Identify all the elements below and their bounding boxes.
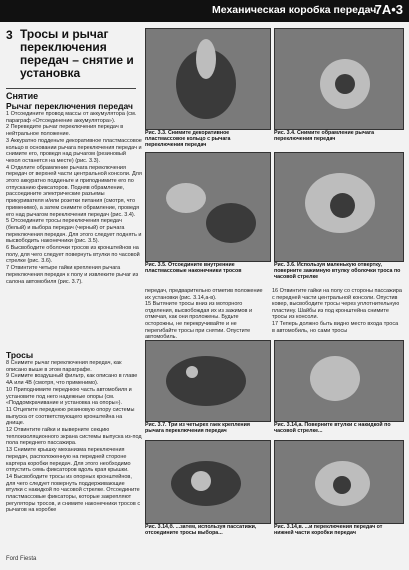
step-4: 4 Отделите обрамление рычага переключения передач от верхней части центральной консоли. Для этого аккуратно подденьте и приподнимите его по отпусканию фиксаторов. Подняв обрамление, рассоедините электрические разъемы прикуривателя и/или розетки питания (смотря, что применимо), а затем снимите обрамление, проведя его над рычагом переключения передач (рис. 3.4). xyxy=(6,164,142,218)
caption-3-14a: Рис. 3.14,а. Поверните втулки с накидкой по часовой стрелке... xyxy=(274,422,391,435)
removal-heading: Снятие xyxy=(6,91,39,101)
step-13: 13 Снимите крышку механизма переключения передач, расположенную на передней стороне картера коробки передач. Для этого необходимо отпустить семь фиксаторов вдоль края крышки. xyxy=(6,447,131,474)
caption-3-4: Рис. 3.4. Снимите обрамление рычага переключения передач xyxy=(274,130,375,143)
photo-3-6 xyxy=(274,152,404,262)
photo-3-4 xyxy=(274,28,404,130)
lever-heading: Рычаг переключения передач xyxy=(6,101,133,111)
caption-3-7: Рис. 3.7. Три из четырех гаек крепления рычага переключения передач xyxy=(145,422,250,435)
lever-steps xyxy=(6,111,142,285)
photo-3-14c xyxy=(274,440,404,524)
caption-3-14b: Рис. 3.14,б. ...затем, используя пассатижи, отсоедините тросы выбора... xyxy=(145,524,257,537)
photo-3-3 xyxy=(145,28,271,130)
step-5: 5 Отсоедините тросы переключения передач (белый) и выбора передач (черный) от рычага переключения передач. Для этого следует поднять и высвободить наконечники (рис. 3.5). xyxy=(6,218,142,245)
photo-3-5 xyxy=(145,152,271,262)
step-6: 6 Высвободите оболочки тросов из кронштейнов на полу, для чего следует повернуть втулки по часовой стрелке (рис. 3.6). xyxy=(6,245,140,265)
footer: Ford Fiesta xyxy=(6,556,37,562)
photo-3-14a xyxy=(274,340,404,422)
step-12: 12 Отвинтите гайки и выверните секцию теплоизоляционного экрана системы выпуска из-под пола переднего пассажира. xyxy=(6,427,142,447)
step-10: 10 Приподнимите переднюю часть автомобиля и установите под него надежные опоры (см. «Поддомкрачивание и установка на опоры»). xyxy=(6,386,132,407)
step-2: 2 Переведите рычаг переключения передач в нейтральное положение. xyxy=(6,124,124,138)
divider xyxy=(6,88,136,89)
caption-3-5: Рис. 3.5. Отсоедините внутренние пластмассовые наконечники тросов xyxy=(145,262,242,275)
caption-3-14c: Рис. 3.14,в. ...и переключения передач от нижней части коробки передач xyxy=(274,524,383,537)
page-number: 7А•3 xyxy=(374,2,403,17)
step-8: 8 Снимите рычаг переключения передач, как описано выше в этом параграфе. xyxy=(6,360,122,373)
section-title: Тросы и рычаг переключения передач – снятие и установка xyxy=(20,27,134,80)
text-continued: передач, предварительно отметив положение их установки (рис. 3.14,а-в). 15 Вытяните тросы вниз из моторного отделения, высвобождая их из зажимов и отмечая, как они проложены. Будьте осторожны, не перекручивайте и не перегибайте тросы при снятии. Опустите автомобиль. xyxy=(145,288,263,341)
cables-heading: Тросы xyxy=(6,350,34,360)
caption-3-6: Рис. 3.6. Используя маленькую отвертку, поверните зажимную втулку оболочки троса по часовой стрелке xyxy=(274,262,401,281)
step-9: 9 Снимите воздушный фильтр, как описано в главе 4А или 4В (смотря, что применимо). xyxy=(6,373,138,387)
step-7: 7 Отвинтите четыре гайки крепления рычага переключения передач к полу и извлеките рычаг из салона автомобиля (рис. 3.7). xyxy=(6,265,139,285)
step-14: 14 Высвободите тросы из опорных кронштейнов, для чего следует повернуть поддерживающие втулки с накидкой по часовой стрелке. Отсоедините пластмассовые фиксаторы, которые закрепляют регуляторы тросов, и снимите наконечники тросов с рычагов на коробке xyxy=(6,473,141,514)
chapter-title: Механическая коробка передач xyxy=(212,4,377,16)
cable-steps xyxy=(6,360,142,514)
photo-3-7 xyxy=(145,340,271,422)
step-1: 1 Отсоедините провод массы от аккумулятора (см. параграф «Отсоединение аккумулятора»). xyxy=(6,111,137,124)
photo-3-14b xyxy=(145,440,271,524)
page-header xyxy=(0,0,409,22)
step-11: 11 Отцепите переднюю резиновую опору системы выпуска от соответствующего кронштейна на днище. xyxy=(6,406,135,427)
text-right: 16 Отвинтите гайки на полу со стороны пассажира с передней части центральной консоли. Опустив ковер, высвободите тросы через уплотнительную пластину. Шайбы из под кронштейна снимите тросы из консоли. 17 Теперь должно быть видно место входа троса в автомобиль, но сами тросы xyxy=(272,288,402,334)
step-3: 3 Аккуратно подденьте декоративное пластмассовое кольцо в основании рычага переключения передач и снимите его, проведя над рычагом (резиновый чехол останется на месте) (рис. 3.3). xyxy=(6,137,142,164)
caption-3-3: Рис. 3.3. Снимите декоративное пластмассовое кольцо с рычага переключения передач xyxy=(145,130,231,149)
section-number: 3 xyxy=(6,28,13,42)
section-heading xyxy=(6,28,136,86)
